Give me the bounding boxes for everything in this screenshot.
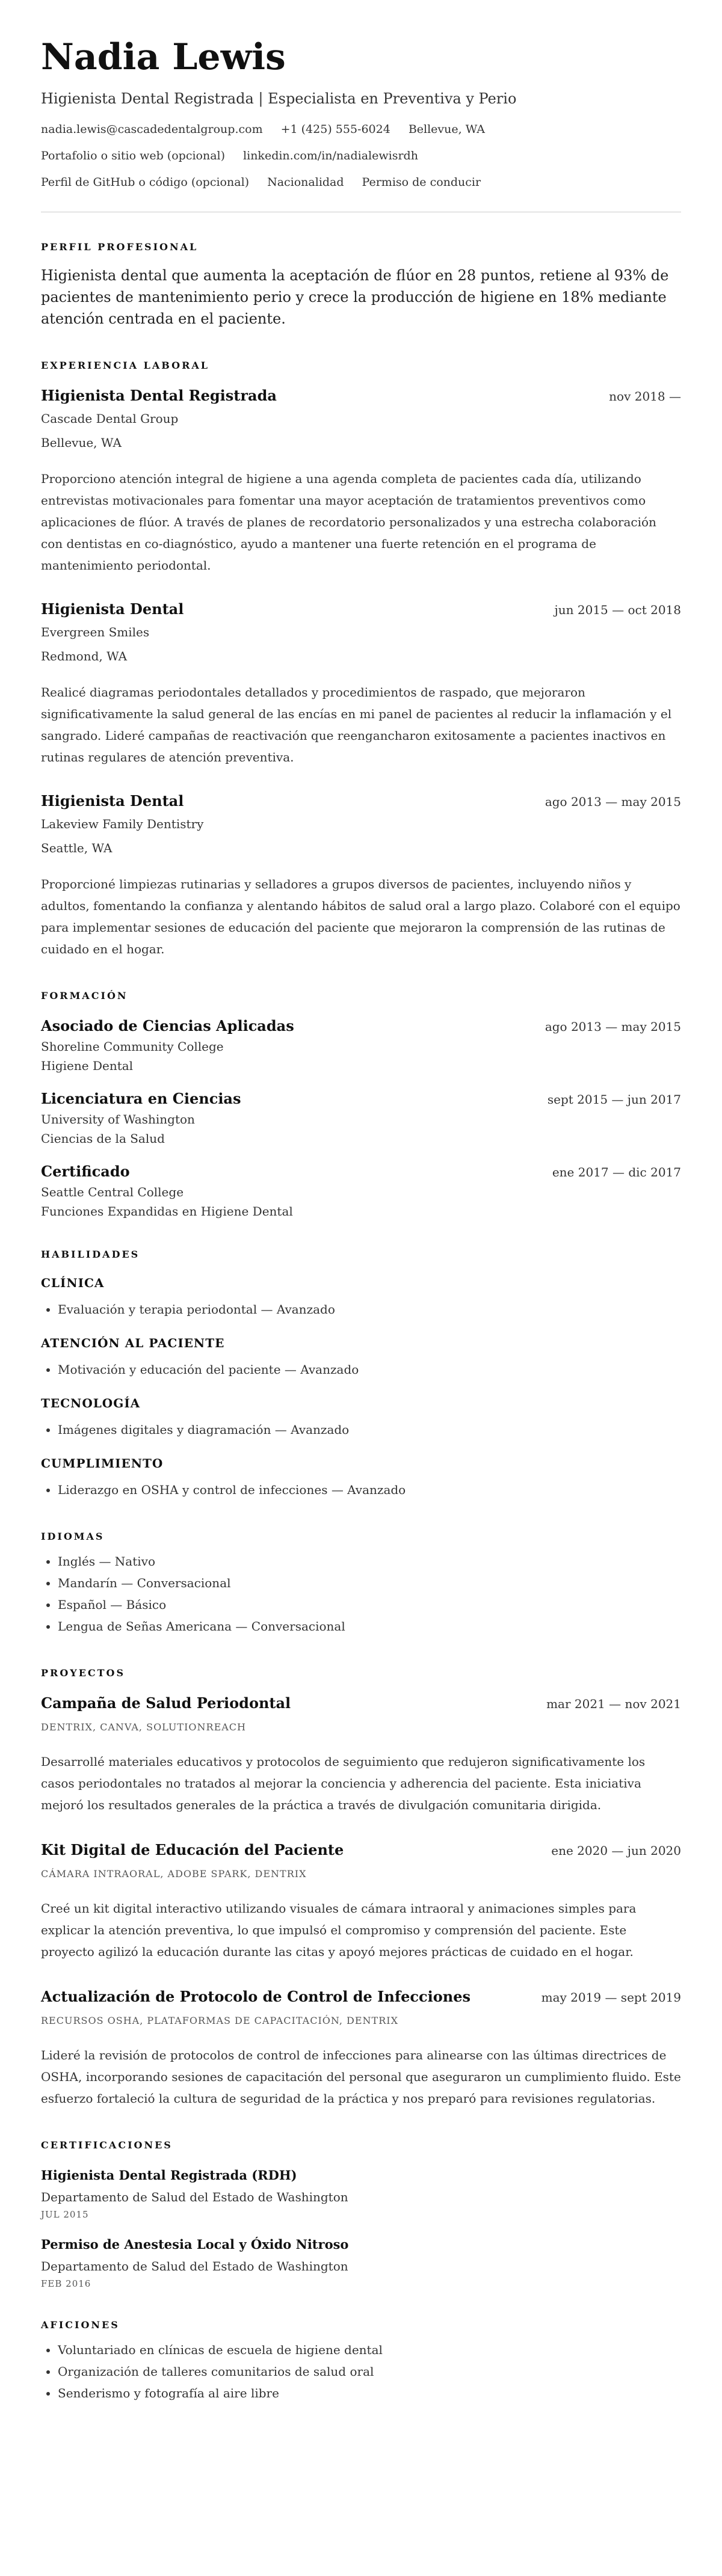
summary-text: Higienista dental que aumenta la aceptación de flúor en 28 puntos, retiene al 93% de pacientes de mantenimiento perio y crece la producción de higiene en 18% mediante atención centrada en el paciente. [41, 267, 669, 327]
certification-date: FEB 2016 [41, 2278, 91, 2289]
summary-heading: PERFIL PROFESIONAL [41, 241, 199, 253]
projects-heading: PROYECTOS [41, 1667, 126, 1679]
project-item [41, 1988, 681, 2109]
contact-row-primary [41, 123, 681, 136]
education-item-header [41, 1017, 681, 1034]
job-dates: jun 2015 — oct 2018 [554, 603, 681, 617]
field-of-study: Higiene Dental [41, 1059, 134, 1073]
certification-name: Permiso de Anestesia Local y Óxido Nitroso [41, 2237, 349, 2252]
hobby-list [41, 2339, 681, 2404]
license-text: Permiso de conducir [362, 176, 481, 189]
company-name: Cascade Dental Group [41, 411, 179, 426]
education-dates: ago 2013 — may 2015 [545, 1019, 681, 1034]
school-name: University of Washington [41, 1112, 195, 1127]
skill-group [41, 1396, 681, 1440]
language-list [41, 1551, 681, 1637]
hobby-item: • Voluntariado en clínicas de escuela de higiene dental [58, 2339, 681, 2361]
skills-heading: HABILIDADES [41, 1249, 140, 1260]
education-list [41, 1017, 681, 1219]
languages-heading: IDIOMAS [41, 1531, 105, 1542]
project-tech: DENTRIX, CANVA, SOLUTIONREACH [41, 1721, 246, 1733]
experience-item [41, 600, 681, 768]
email-link[interactable]: nadia.lewis@cascadedentalgroup.com [41, 123, 263, 136]
education-dates: sept 2015 — jun 2017 [547, 1092, 681, 1107]
contact-row-extra [41, 176, 681, 189]
education-dates: ene 2017 — dic 2017 [552, 1165, 681, 1179]
job-description: Realicé diagramas periodontales detallados y procedimientos de raspado, que mejoraron significativamente la salud general de las encías en mi panel de pacientes al reducir la inflamación y el sangrado. Lideré campañas de reactivación que reengancharon exitosamente a pacientes inactivos en rutinas regulares de atención preventiva. [41, 685, 672, 764]
education-item [41, 1017, 681, 1073]
degree-title: Asociado de Ciencias Aplicadas [41, 1017, 294, 1034]
school-name: Shoreline Community College [41, 1039, 224, 1054]
skill-list [41, 1479, 681, 1501]
project-item [41, 1841, 681, 1963]
education-item [41, 1163, 681, 1219]
company-name: Lakeview Family Dentistry [41, 817, 204, 831]
skill-category: CUMPLIMIENTO [41, 1456, 164, 1471]
field-of-study: Ciencias de la Salud [41, 1131, 165, 1146]
project-description: Creé un kit digital interactivo utilizando visuales de cámara intraoral y animaciones simples para explicar la atención preventiva, lo que impulsó el compromiso y comprensión del paciente. Este proyecto agilizó la educación durante las citas y apoyó mejores prácticas de cuidado en el hogar. [41, 1901, 637, 1959]
location-text: Bellevue, WA [408, 123, 486, 136]
school-name: Seattle Central College [41, 1185, 184, 1199]
skill-list [41, 1299, 681, 1320]
project-name: Kit Digital de Educación del Paciente [41, 1841, 344, 1858]
certification-issuer: Departamento de Salud del Estado de Washington [41, 2259, 348, 2273]
skill-item: • Motivación y educación del paciente — Avanzado [58, 1359, 681, 1380]
education-item [41, 1090, 681, 1146]
job-title: Higienista Dental [41, 600, 184, 618]
job-dates: ago 2013 — may 2015 [545, 795, 681, 809]
job-title: Higienista Dental [41, 792, 184, 810]
certification-name: Higienista Dental Registrada (RDH) [41, 2168, 297, 2183]
project-name: Actualización de Protocolo de Control de Infecciones [41, 1988, 471, 2005]
job-dates: nov 2018 — [609, 389, 681, 404]
language-item: • Mandarín — Conversacional [58, 1572, 681, 1594]
skill-item: • Evaluación y terapia periodontal — Avanzado [58, 1299, 681, 1320]
skill-category: ATENCIÓN AL PACIENTE [41, 1336, 225, 1350]
degree-title: Certificado [41, 1163, 130, 1180]
language-item: • Español — Básico [58, 1594, 681, 1615]
language-item: • Inglés — Nativo [58, 1551, 681, 1572]
certification-list [41, 2168, 681, 2289]
nationality-text: Nacionalidad [267, 176, 344, 189]
education-item-header [41, 1090, 681, 1107]
skill-item: • Imágenes digitales y diagramación — Avanzado [58, 1419, 681, 1440]
skill-list [41, 1359, 681, 1380]
skill-list [41, 1419, 681, 1440]
certification-date: JUL 2015 [41, 2209, 89, 2220]
certification-item [41, 2168, 681, 2220]
job-location: Redmond, WA [41, 649, 128, 663]
portfolio-link[interactable]: Portafolio o sitio web (opcional) [41, 149, 226, 162]
experience-item-header [41, 600, 681, 618]
education-item-header [41, 1163, 681, 1180]
experience-item [41, 792, 681, 960]
experience-item-header [41, 387, 681, 404]
contact-row-links [41, 149, 681, 162]
skill-item: • Liderazgo en OSHA y control de infecciones — Avanzado [58, 1479, 681, 1501]
hobby-item: • Senderismo y fotografía al aire libre [58, 2382, 681, 2404]
project-dates: mar 2021 — nov 2021 [546, 1697, 681, 1711]
project-name: Campaña de Salud Periodontal [41, 1694, 291, 1712]
hobbies-heading: AFICIONES [41, 2319, 120, 2331]
experience-item [41, 387, 681, 576]
github-link[interactable]: Perfil de GitHub o código (opcional) [41, 176, 250, 189]
certification-issuer: Departamento de Salud del Estado de Washington [41, 2190, 348, 2204]
language-item: • Lengua de Señas Americana — Conversacional [58, 1615, 681, 1637]
project-description: Lideré la revisión de protocolos de control de infecciones para alinearse con las últimas directrices de OSHA, incorporando sesiones de capacitación del personal que aseguraron un cumplimiento fluido. Este esfuerzo fortaleció la cultura de seguridad de la práctica y nos preparó para revisiones regulatorias. [41, 2048, 681, 2106]
project-item-header [41, 1694, 681, 1712]
certification-item [41, 2237, 681, 2289]
job-description: Proporcioné limpiezas rutinarias y selladores a grupos diversos de pacientes, incluyendo niños y adultos, fomentando la confianza y alentando hábitos de salud oral a largo plazo. Colaboré con el equipo para implementar sesiones de educación del paciente que mejoraron la comprensión de las rutinas de cuidado en el hogar. [41, 877, 680, 956]
project-list [41, 1694, 681, 2109]
experience-list [41, 387, 681, 960]
skill-group [41, 1276, 681, 1320]
skill-category: TECNOLOGÍA [41, 1396, 141, 1410]
project-item-header [41, 1841, 681, 1858]
project-item-header [41, 1988, 681, 2005]
company-name: Evergreen Smiles [41, 625, 150, 639]
degree-title: Licenciatura en Ciencias [41, 1090, 241, 1107]
job-location: Seattle, WA [41, 841, 113, 855]
project-dates: may 2019 — sept 2019 [541, 1990, 681, 2005]
certifications-heading: CERTIFICACIONES [41, 2139, 173, 2151]
skill-group [41, 1336, 681, 1380]
project-item [41, 1694, 681, 1816]
project-tech: CÁMARA INTRAORAL, ADOBE SPARK, DENTRIX [41, 1868, 307, 1880]
experience-heading: EXPERIENCIA LABORAL [41, 360, 210, 371]
linkedin-link[interactable]: linkedin.com/in/nadialewisrdh [243, 149, 418, 162]
job-location: Bellevue, WA [41, 435, 122, 450]
hobby-item: • Organización de talleres comunitarios de salud oral [58, 2361, 681, 2382]
headline: Higienista Dental Registrada | Especialista en Preventiva y Perio [41, 90, 517, 107]
experience-item-header [41, 792, 681, 810]
project-description: Desarrollé materiales educativos y protocolos de seguimiento que redujeron significativamente los casos periodontales no tratados al mejorar la conciencia y adherencia del paciente. Esta iniciativa mejoró los resultados generales de la práctica a través de divulgación comunitaria dirigida. [41, 1754, 646, 1812]
education-heading: FORMACIÓN [41, 990, 128, 1001]
skill-category: CLÍNICA [41, 1276, 105, 1290]
skill-group [41, 1456, 681, 1501]
project-dates: ene 2020 — jun 2020 [551, 1843, 681, 1858]
job-title: Higienista Dental Registrada [41, 387, 277, 404]
field-of-study: Funciones Expandidas en Higiene Dental [41, 1204, 293, 1219]
job-description: Proporciono atención integral de higiene a una agenda completa de pacientes cada día, utilizando entrevistas motivacionales para fomentar una mayor aceptación de tratamientos preventivos como aplicaciones de flúor. A través de planes de recordatorio personalizados y una estrecha colaboración con dentistas en co-diagnóstico, ayudo a mantener una fuerte retención en el programa de mantenimiento periodontal. [41, 472, 656, 573]
project-tech: RECURSOS OSHA, PLATAFORMAS DE CAPACITACIÓN, DENTRIX [41, 2015, 398, 2026]
candidate-name: Nadia Lewis [41, 36, 286, 78]
phone-text: +1 (425) 555-6024 [280, 123, 390, 136]
